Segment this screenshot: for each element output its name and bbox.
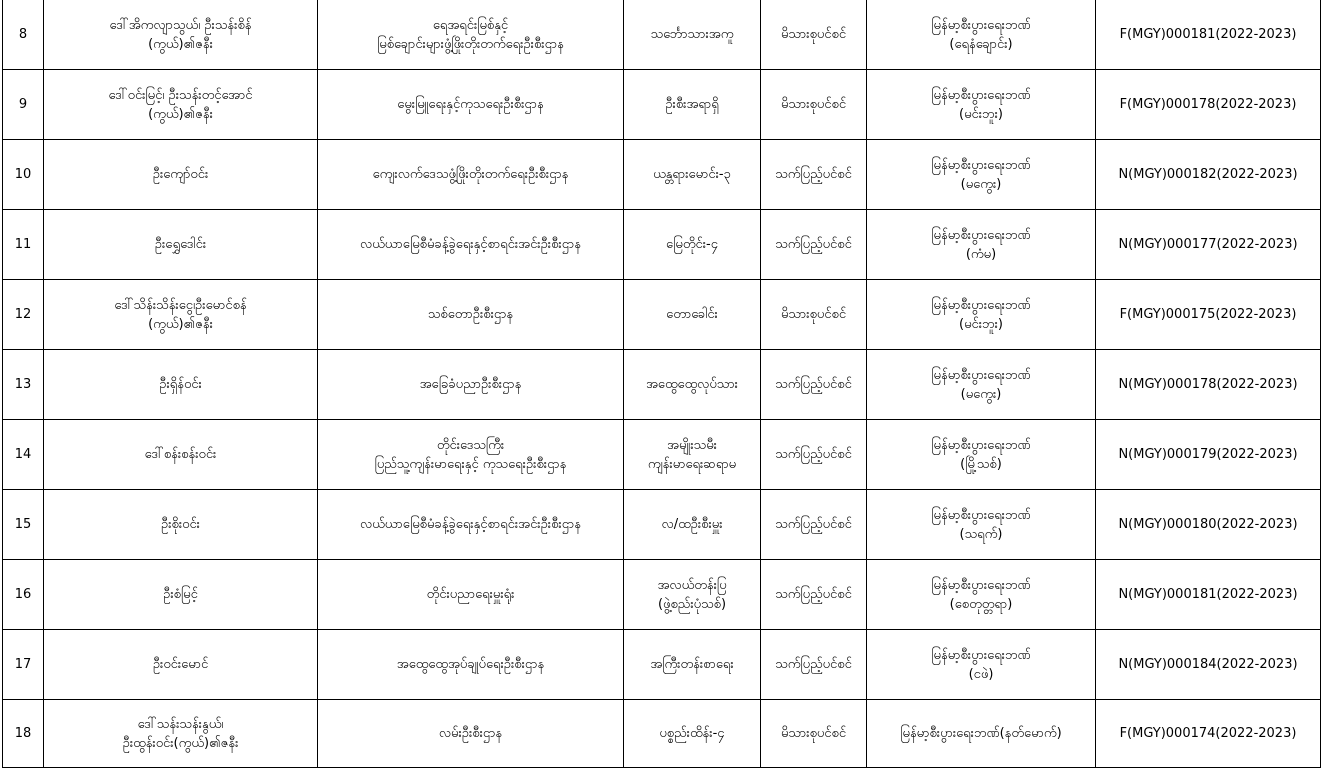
bank-branch-cell-line: မြန်မာ့စီးပွားရေးဘဏ် xyxy=(931,227,1031,243)
department-cell-line: ပြည်သူ့ကျန်းမာရေးနှင့် ကုသရေးဦးစီးဌာန xyxy=(374,456,567,472)
pension-code-cell: F(MGY)000174(2022-2023) xyxy=(1096,700,1321,768)
name-cell-line: ဒေါ်သိန်းသိန်းငွေ၊ဦးမောင်စန် xyxy=(114,297,247,313)
bank-branch-cell-line: (သရက်) xyxy=(959,526,1003,542)
department-cell-line: လမ်းဦးစီးဌာန xyxy=(438,726,503,741)
position-cell-line: အကြီးတန်းစာရေး xyxy=(650,657,734,672)
pension-table-body xyxy=(3,0,1321,768)
bank-branch-cell xyxy=(867,140,1096,210)
bank-branch-cell-line: မြန်မာ့စီးပွားရေးဘဏ် xyxy=(931,157,1031,173)
bank-branch-cell-line: မြန်မာ့စီးပွားရေးဘဏ် xyxy=(931,17,1031,33)
department-cell-line: တိုင်းဒေသကြီး xyxy=(436,437,505,453)
pension-table xyxy=(2,0,1321,768)
table-row xyxy=(3,280,1321,350)
pension-type-cell: မိသားစုပင်စင် xyxy=(761,0,867,70)
bank-branch-cell-line: မြန်မာ့စီးပွားရေးဘဏ် xyxy=(931,87,1031,103)
name-cell-line: ဒေါ်ဝင်းမြင့်၊ ဦးသန်းတင့်အောင် xyxy=(108,87,253,103)
name-cell xyxy=(44,420,318,490)
bank-branch-cell-line: (စေတုတ္တရာ) xyxy=(949,596,1013,612)
bank-branch-cell-line: မြန်မာ့စီးပွားရေးဘဏ် xyxy=(931,577,1031,593)
position-cell-line: ကျန်းမာရေးဆရာမ xyxy=(647,456,737,472)
name-cell xyxy=(44,210,318,280)
bank-branch-cell-line: (ရေနံချောင်း) xyxy=(949,36,1013,52)
position-cell xyxy=(624,280,761,350)
department-cell xyxy=(318,70,624,140)
pension-type-cell: သက်ပြည့်ပင်စင် xyxy=(761,490,867,560)
name-cell-line: ဦးထွန်းဝင်း(ကွယ်)၏ဇနီး xyxy=(122,735,239,751)
position-cell xyxy=(624,490,761,560)
position-cell xyxy=(624,420,761,490)
department-cell xyxy=(318,0,624,70)
position-cell-line: အမျိုးသမီး xyxy=(667,437,717,453)
row-number-cell: 14 xyxy=(3,420,44,490)
name-cell-line: ဦးရွှေဒေါင်း xyxy=(154,237,207,252)
department-cell xyxy=(318,560,624,630)
name-cell xyxy=(44,700,318,768)
name-cell-line: (ကွယ်)၏ဇနီး xyxy=(148,316,213,332)
name-cell-line: (ကွယ်)၏ဇနီး xyxy=(148,106,213,122)
row-number-cell: 15 xyxy=(3,490,44,560)
table-row xyxy=(3,630,1321,700)
department-cell xyxy=(318,280,624,350)
name-cell-line: ဦးရှိန်ဝင်း xyxy=(159,377,202,392)
department-cell-line: မြစ်ချောင်းများဖွံ့ဖြိုးတိုးတက်ရေးဦးစီးဌာန xyxy=(377,36,564,52)
position-cell-line: လ/ထဦးစီးမှူး xyxy=(661,517,723,532)
table-row xyxy=(3,700,1321,768)
name-cell xyxy=(44,350,318,420)
department-cell-line: မွေးမြူရေးနှင့်ကုသရေးဦးစီးဌာန xyxy=(397,97,544,112)
department-cell-line: လယ်ယာမြေစီမံခန့်ခွဲရေးနှင့်စာရင်းအင်းဦးစီးဌာန xyxy=(359,517,582,532)
pension-type-cell: သက်ပြည့်ပင်စင် xyxy=(761,140,867,210)
name-cell xyxy=(44,490,318,560)
name-cell xyxy=(44,280,318,350)
table-row xyxy=(3,420,1321,490)
row-number-cell: 10 xyxy=(3,140,44,210)
name-cell xyxy=(44,70,318,140)
position-cell xyxy=(624,140,761,210)
row-number-cell: 9 xyxy=(3,70,44,140)
department-cell-line: အခြေခံပညာဦးစီးဌာန xyxy=(419,377,522,392)
position-cell-line: (ဖွဲ့စည်းပုံသစ်) xyxy=(657,596,727,612)
department-cell xyxy=(318,210,624,280)
bank-branch-cell-line: မြန်မာ့စီးပွားရေးဘဏ် xyxy=(931,367,1031,383)
department-cell-line: တိုင်းပညာရေးမှူးရုံး xyxy=(426,587,515,602)
bank-branch-cell-line: မြန်မာ့စီးပွားရေးဘဏ် xyxy=(931,437,1031,453)
position-cell-line: အထွေထွေလုပ်သား xyxy=(645,377,738,392)
bank-branch-cell xyxy=(867,490,1096,560)
bank-branch-cell-line: (မြို့သစ်) xyxy=(960,456,1002,472)
bank-branch-cell-line: (ငဖဲ) xyxy=(968,666,994,682)
position-cell xyxy=(624,0,761,70)
department-cell-line: ရေအရင်းမြစ်နှင့် xyxy=(432,17,509,33)
name-cell xyxy=(44,560,318,630)
row-number-cell: 16 xyxy=(3,560,44,630)
position-cell-line: ပစ္စည်းထိန်း-၄ xyxy=(659,726,725,741)
bank-branch-cell-line: (မကွေး) xyxy=(960,386,1002,402)
department-cell-line: သစ်တောဦးစီးဌာန xyxy=(427,307,514,322)
name-cell-line: ဒေါ်စန်းစန်းဝင်း xyxy=(144,447,217,462)
pension-code-cell: N(MGY)000180(2022-2023) xyxy=(1096,490,1321,560)
bank-branch-cell xyxy=(867,280,1096,350)
table-row xyxy=(3,350,1321,420)
position-cell xyxy=(624,210,761,280)
pension-code-cell: N(MGY)000179(2022-2023) xyxy=(1096,420,1321,490)
table-row xyxy=(3,210,1321,280)
bank-branch-cell-line: မြန်မာ့စီးပွားရေးဘဏ် xyxy=(931,507,1031,523)
row-number-cell: 13 xyxy=(3,350,44,420)
department-cell xyxy=(318,420,624,490)
position-cell xyxy=(624,700,761,768)
department-cell xyxy=(318,700,624,768)
pension-code-cell: F(MGY)000178(2022-2023) xyxy=(1096,70,1321,140)
name-cell-line: ဦးစံမြင့် xyxy=(163,587,198,602)
bank-branch-cell-line: (မင်းဘူး) xyxy=(959,106,1003,122)
bank-branch-cell-line: (မကွေး) xyxy=(960,176,1002,192)
bank-branch-cell-line: မြန်မာ့စီးပွားရေးဘဏ် xyxy=(931,647,1031,663)
name-cell-line: ဦးစိုးဝင်း xyxy=(161,517,200,532)
pension-type-cell: သက်ပြည့်ပင်စင် xyxy=(761,560,867,630)
pension-type-cell: မိသားစုပင်စင် xyxy=(761,280,867,350)
bank-branch-cell xyxy=(867,0,1096,70)
department-cell-line: ကျေးလက်ဒေသဖွံ့ဖြိုးတိုးတက်ရေးဦးစီးဌာန xyxy=(372,167,569,182)
position-cell-line: မြေတိုင်း-၄ xyxy=(665,237,719,252)
bank-branch-cell xyxy=(867,70,1096,140)
pension-code-cell: F(MGY)000181(2022-2023) xyxy=(1096,0,1321,70)
bank-branch-cell-line: (မင်းဘူး) xyxy=(959,316,1003,332)
department-cell xyxy=(318,630,624,700)
department-cell-line: လယ်ယာမြေစီမံခန့်ခွဲရေးနှင့်စာရင်းအင်းဦးစီးဌာန xyxy=(359,237,582,252)
position-cell-line: ယန္တရားမောင်း-၃ xyxy=(653,167,731,182)
bank-branch-cell-line: (ကံမ) xyxy=(965,246,997,262)
bank-branch-cell xyxy=(867,350,1096,420)
position-cell xyxy=(624,70,761,140)
bank-branch-cell xyxy=(867,210,1096,280)
name-cell xyxy=(44,0,318,70)
pension-code-cell: N(MGY)000182(2022-2023) xyxy=(1096,140,1321,210)
position-cell-line: အလယ်တန်းပြ xyxy=(657,577,727,593)
position-cell xyxy=(624,350,761,420)
department-cell xyxy=(318,140,624,210)
position-cell-line: တောခေါင်း xyxy=(666,307,718,322)
pension-type-cell: သက်ပြည့်ပင်စင် xyxy=(761,210,867,280)
bank-branch-cell-line: မြန်မာ့စီးပွားရေးဘဏ် xyxy=(931,297,1031,313)
pension-code-cell: F(MGY)000175(2022-2023) xyxy=(1096,280,1321,350)
pension-code-cell: N(MGY)000181(2022-2023) xyxy=(1096,560,1321,630)
name-cell xyxy=(44,630,318,700)
position-cell xyxy=(624,560,761,630)
bank-branch-cell xyxy=(867,630,1096,700)
pension-type-cell: မိသားစုပင်စင် xyxy=(761,70,867,140)
pension-type-cell: မိသားစုပင်စင် xyxy=(761,700,867,768)
pension-code-cell: N(MGY)000178(2022-2023) xyxy=(1096,350,1321,420)
name-cell-line: ဦးကျော်ဝင်း xyxy=(152,167,209,182)
position-cell-line: ဦးစီးအရာရှိ xyxy=(665,97,719,112)
position-cell-line: သင်္ဘောသားအကူ xyxy=(650,27,734,42)
row-number-cell: 11 xyxy=(3,210,44,280)
row-number-cell: 8 xyxy=(3,0,44,70)
name-cell-line: ဒေါ်သန်းသန်းနွယ်၊ xyxy=(137,716,224,732)
pension-type-cell: သက်ပြည့်ပင်စင် xyxy=(761,350,867,420)
table-row xyxy=(3,140,1321,210)
pension-type-cell: သက်ပြည့်ပင်စင် xyxy=(761,630,867,700)
department-cell xyxy=(318,350,624,420)
department-cell xyxy=(318,490,624,560)
bank-branch-cell xyxy=(867,420,1096,490)
row-number-cell: 12 xyxy=(3,280,44,350)
pension-code-cell: N(MGY)000177(2022-2023) xyxy=(1096,210,1321,280)
bank-branch-cell-line: မြန်မာ့စီးပွားရေးဘဏ်(နတ်မောက်) xyxy=(900,726,1062,741)
position-cell xyxy=(624,630,761,700)
table-row xyxy=(3,560,1321,630)
name-cell-line: (ကွယ်)၏ဇနီး xyxy=(148,36,213,52)
table-row xyxy=(3,490,1321,560)
name-cell-line: ဒေါ်အိကလျာသွယ်၊ ဦးသန်းစိန် xyxy=(109,17,252,33)
table-row xyxy=(3,70,1321,140)
row-number-cell: 18 xyxy=(3,700,44,768)
pension-code-cell: N(MGY)000184(2022-2023) xyxy=(1096,630,1321,700)
name-cell-line: ဦးဝင်းမောင် xyxy=(152,657,209,672)
bank-branch-cell xyxy=(867,700,1096,768)
department-cell-line: အထွေထွေအုပ်ချုပ်ရေးဦးစီးဌာန xyxy=(396,657,545,672)
bank-branch-cell xyxy=(867,560,1096,630)
name-cell xyxy=(44,140,318,210)
table-row xyxy=(3,0,1321,70)
pension-type-cell: သက်ပြည့်ပင်စင် xyxy=(761,420,867,490)
row-number-cell: 17 xyxy=(3,630,44,700)
